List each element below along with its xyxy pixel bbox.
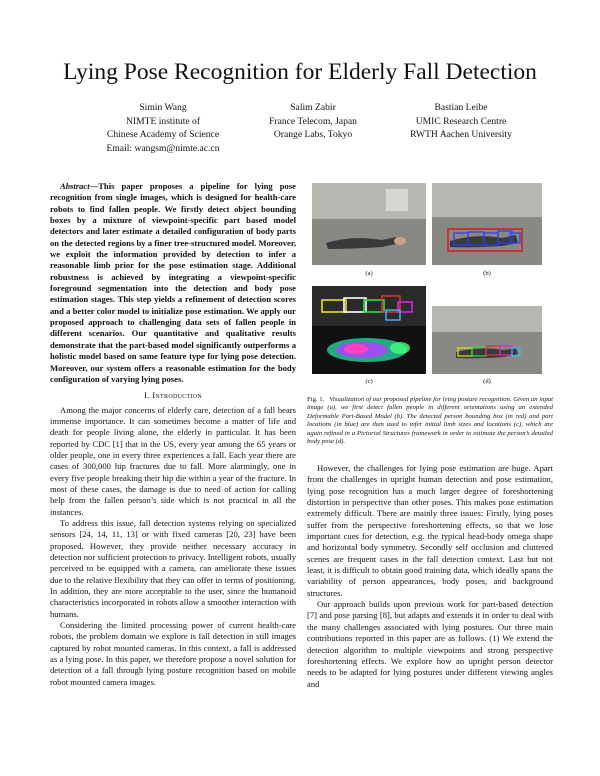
figure-1a-image [312,183,426,265]
figure-caption [307,396,553,446]
caption-text: Visualization of our proposed pipeline for lying posture recognition. Given an input image (a), we first detect fallen people in different orientations using an extended Deformable Part-Based Model (b). The detected person bounding box (in red) and part locations (in blue) are then used to infer initial limb sizes and locations (c), which are again refined in a Pictorial Structures framework in order to estimate the person’s detailed body pose (d). [307,396,554,446]
paper-title: Lying Pose Recognition for Elderly Fall Detection [63,59,537,85]
caption-label: Fig. 1. [307,396,325,403]
subfigure-label: (c) [365,378,373,385]
right-column [307,463,553,690]
author-email: Email: wangsm@nimte.ac.cn [106,142,220,154]
paragraph: To address this issue, fall detection systems relying on specialized sensors [24, 14, 11, 13] or with fixed cameras [20, 23] have been proposed. However, they provide neither necessary accuracy in detection nor sufficient protection to privacy. Intelligent robots, usually perceived to be equipped with a camera, can ameliorate these issues due to the relative flexibility that they can offer in terms of positioning. In addition, they are more acceptable to the user, since the humanoid characteristics incorporated in robots allow a smoother interaction with humans. [50,517,296,619]
abstract-lead: Abstract [60,181,90,191]
subfigure-label: (a) [365,270,373,277]
author-affiliation: UMIC Research Centre [415,115,507,127]
figure-1d-image [432,306,542,374]
author-affiliation: Chinese Academy of Science [106,129,220,141]
left-column [50,181,296,688]
author-block-3 [378,101,544,142]
figure-1c-image [312,286,426,374]
abstract-text: —This paper proposes a pipeline for lying pose recognition from single images, which is designed for health-care robots to find fallen people. We firstly detect object bounding boxes by a mixture of viewpoint-specific part based model detectors and later estimate a detailed configuration of body parts on the detected regions by a finer tree-structured model. Moreover, we exploit the information provided by detection to infer a reasonable limb prior for the pose estimation stage. Additional robustness is achieved by integrating a viewpoint-specific foreground segmentation into the detection and body pose estimation stages. This step yields a refinement of detection scores and a better color model to initialize pose estimation. We apply our proposed approach to challenging data sets of fallen people in different scenarios. Our quantitative and qualitative results demonstrate that the part-based model significantly outperforms a holistic model based on same feature type for lying pose detection. Moreover, our system offers a reasonable estimation for the body configuration of varying lying poses. [50,181,296,384]
figure-1b-image [432,183,542,265]
author-affiliation: RWTH Aachen University [410,129,512,141]
section-heading: I. Introduction [143,390,203,401]
paragraph: Our approach builds upon previous work for part-based detection [7] and pose parsing [8], but adapts and extends it in order to deal with the many challenges associated with lying postures. Our three main contributions reported in this paper are as follows. (1) We extend the detection algorithm to multiple viewpoints and strong perspective foreshortening effects. We explore how an upright person detector needs to be adapted for lying postures under different viewing angles and [307,599,553,689]
paragraph: Among the major concerns of elderly care, detection of a fall bears immense importance. It can sometimes become a matter of life and death for people living alone, the elderly in particular. It has been reported by CDC [1] that in the US, every year among the 65 years or older people, one in every three experiences a fall. Each year there are cases of 300,000 hip fractures due to fall. More alarmingly, one in every five people breaking their hip die within a year of the fracture. In most of these cases, the damage is due to need of action for calling help from the fallen person’s side which is not practical in all the instances. [50,404,296,517]
author-affiliation: Orange Labs, Tokyo [273,129,353,141]
paragraph: However, the challenges for lying pose estimation are huge. Apart from the challenges in upright human detection and pose estimation, lying pose recognition has a much larger degree of foreshortening distortion in perspective than other poses. This makes pose estimation extremely difficult. There are mainly three issues: Firstly, lying poses suffer from the perspective foreshortening effects, so that we lose important cues for detection, e.g. the typical head-body omega shape and horizontal body symmetry. Secondly self occlusion and cluttered scenes are frequent cases in the fall detection context. Last but not least, it is difficult to obtain good training data, which ideally spans the variability of person appearances, body poses, and background structures. [307,463,553,598]
author-block-2 [238,101,388,142]
author-name: Salim Zabir [290,102,336,113]
abstract [50,181,296,385]
author-name: Simin Wang [139,102,187,113]
author-name: Bastian Leibe [434,102,488,113]
subfigure-label: (d) [483,378,491,385]
paragraph: Considering the limited processing power of current health-care robots, the problem domain we explore is fall detection in still images captured by robot mounted cameras. In this context, a fall is addressed as a lying pose. In this paper, we therefore propose a novel solution for detection of a fall through lying posture recognition based on mobile robot mounted camera images. [50,620,296,687]
author-affiliation: France Telecom, Japan [269,115,357,127]
author-block-1 [78,101,248,155]
author-affiliation: NIMTE institute of [125,115,201,127]
subfigure-label: (b) [483,270,491,277]
